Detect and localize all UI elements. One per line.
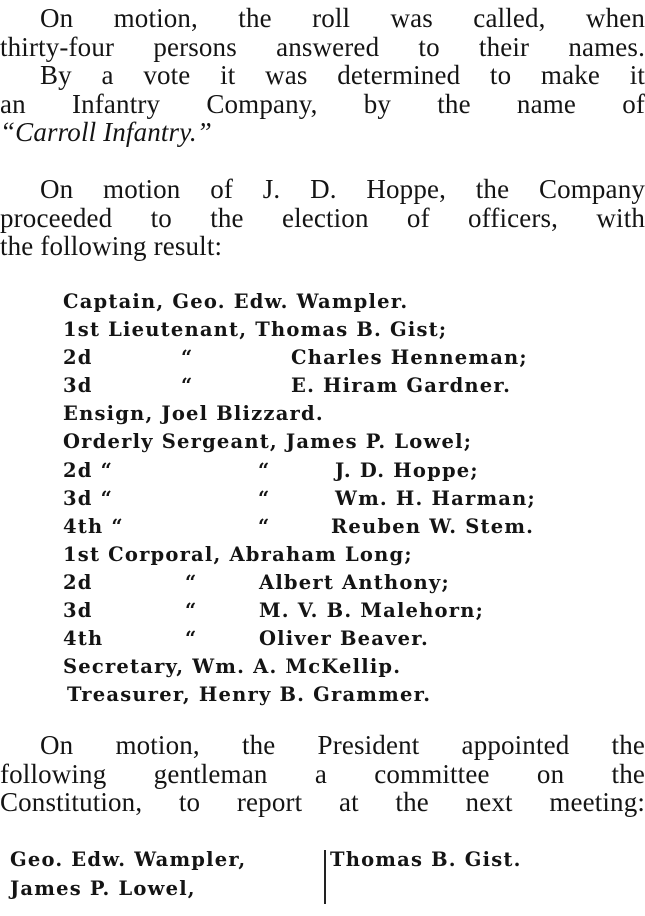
ditto-mark: “	[258, 486, 271, 510]
officer-entry: Orderly Sergeant, James P. Lowel;	[63, 430, 473, 454]
officer-entry: Captain, Geo. Edw. Wampler.	[63, 290, 409, 313]
officer-row	[63, 513, 623, 541]
officer-entry: Treasurer, Henry B. Grammer.	[67, 683, 432, 707]
ditto-mark: “	[185, 627, 198, 651]
officer-entry: 1st Lieutenant, Thomas B. Gist;	[63, 318, 448, 342]
officer-row	[63, 653, 623, 681]
committee-member: Geo. Edw. Wampler,	[10, 848, 247, 871]
text-line: On motion of J. D. Hoppe, the Company	[40, 174, 645, 204]
text-line: By a vote it was determined to make it	[40, 60, 645, 90]
officer-rank: 2d	[63, 346, 93, 370]
company-name: “Carroll Infantry.”	[0, 117, 212, 147]
text-line: On motion, the roll was called, when	[40, 3, 645, 33]
officer-rank: 2d	[63, 570, 93, 594]
officer-row	[63, 541, 623, 569]
committee-members	[10, 846, 635, 908]
officer-name: E. Hiram Gardner.	[291, 374, 512, 398]
officer-row	[63, 485, 623, 513]
committee-member: Thomas B. Gist.	[330, 848, 522, 871]
ditto-mark: “	[181, 374, 194, 398]
officer-row	[63, 457, 623, 485]
text-line: On motion, the President appointed the	[40, 730, 645, 760]
officer-rank: 4th “	[63, 514, 124, 538]
officer-row	[63, 316, 623, 344]
text-line: Constitution, to report at the next meeting:	[0, 787, 645, 817]
officer-row	[63, 597, 623, 625]
ditto-mark: “	[258, 514, 271, 538]
officer-rank: 3d	[63, 599, 93, 623]
officer-name: J. D. Hoppe;	[335, 458, 479, 482]
officer-name: Wm. H. Harman;	[335, 486, 536, 510]
committee-column-left	[10, 846, 246, 903]
officer-name: Charles Henneman;	[291, 346, 528, 370]
officer-row	[63, 428, 623, 456]
text-line: the following result:	[0, 231, 223, 261]
officer-row	[63, 625, 623, 653]
text-line: an Infantry Company, by the name of	[0, 88, 645, 119]
officers-list	[63, 288, 623, 709]
text-line: proceeded to the election of officers, with	[0, 202, 645, 233]
officer-name: Oliver Beaver.	[259, 627, 429, 651]
ditto-mark: “	[185, 599, 198, 623]
ditto-mark: “	[185, 570, 198, 594]
officer-rank: 3d	[63, 374, 93, 398]
officer-row	[63, 288, 623, 316]
officer-row	[63, 569, 623, 597]
officer-row	[63, 400, 623, 428]
paragraph-vote	[0, 61, 645, 147]
paragraph-roll-call	[0, 4, 645, 61]
ditto-mark: “	[181, 346, 194, 370]
officer-entry: Ensign, Joel Blizzard.	[63, 402, 324, 426]
text-line: thirty-four persons answered to their names.	[0, 31, 645, 62]
ditto-mark: “	[258, 458, 271, 482]
officer-rank: 3d “	[63, 486, 114, 510]
paragraph-election	[0, 175, 645, 261]
officer-name: Albert Anthony;	[259, 570, 450, 594]
text-line: following gentleman a committee on the	[0, 758, 645, 789]
officer-row	[63, 344, 623, 372]
officer-rank: 2d “	[63, 458, 114, 482]
officer-row	[67, 681, 623, 709]
officer-name: Reuben W. Stem.	[331, 514, 535, 538]
paragraph-committee-intro	[0, 731, 645, 817]
officer-row	[63, 372, 623, 400]
column-divider	[324, 850, 326, 904]
committee-member: James P. Lowel,	[10, 876, 196, 900]
officer-entry: 1st Corporal, Abraham Long;	[63, 542, 413, 566]
committee-column-right	[330, 846, 522, 875]
officer-entry: Secretary, Wm. A. McKellip.	[63, 655, 402, 679]
officer-rank: 4th	[63, 627, 104, 651]
officer-name: M. V. B. Malehorn;	[259, 599, 484, 623]
